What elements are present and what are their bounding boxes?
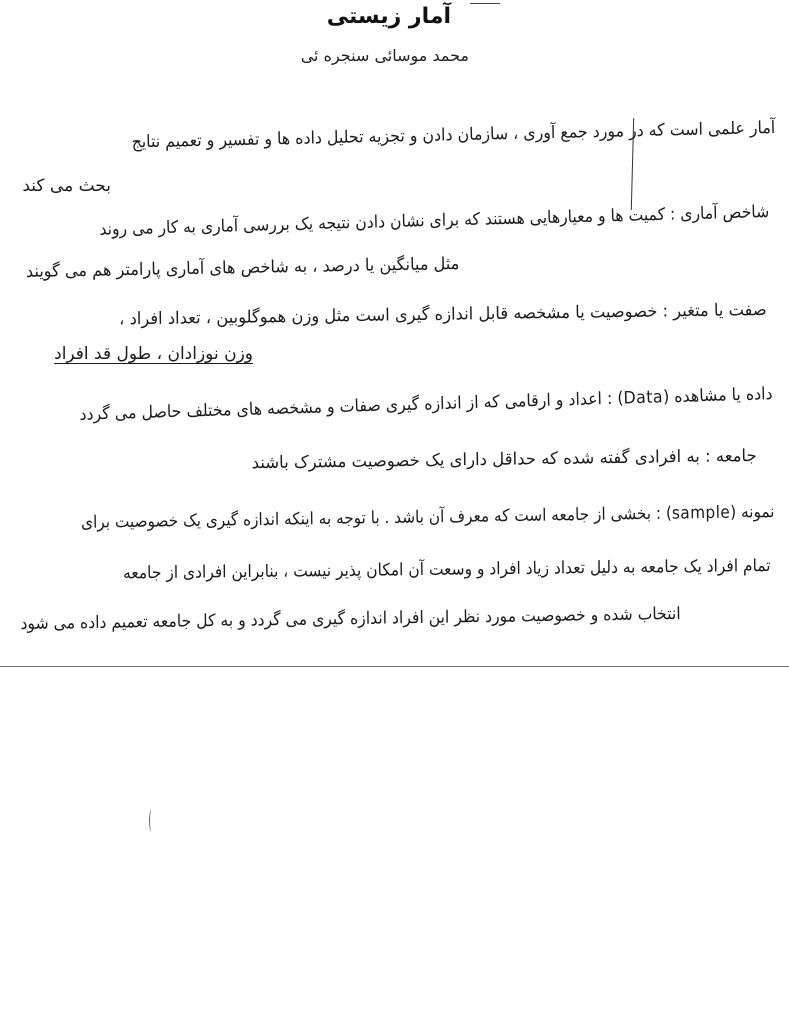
text-line-11: انتخاب شده و خصوصیت مورد نظر این افراد اندازه گیری می گردد و به کل جامعه تعمیم داده می شود: [20, 604, 682, 635]
text-line-6: وزن نوزادان ، طول قد افراد: [54, 344, 253, 364]
text-line-10: تمام افراد یک جامعه به دلیل تعداد زیاد افراد و وسعت آن امکان پذیر نیست ، بنابراین افرادی از جامعه: [123, 556, 772, 584]
stray-mark: [149, 810, 154, 832]
text-line-3: شاخص آماری : کمیت ها و معیارهایی هستند که برای نشان دادن نتیجه یک بررسی آماری به کار می روند: [99, 202, 770, 240]
top-edge-mark: [470, 0, 500, 4]
text-line-7: داده یا مشاهده (Data) : اعداد و ارقامی که از اندازه گیری صفات و مشخصه های مختلف حاصل می گردد: [79, 384, 774, 425]
author-name: محمد موسائی سنجره ئی: [300, 46, 469, 65]
page-title: آمار زیستی: [326, 4, 451, 29]
text-line-4: مثل میانگین یا درصد ، به شاخص های آماری پارامتر هم می گویند: [25, 254, 460, 282]
text-line-5: صفت یا متغیر : خصوصیت یا مشخصه قابل اندازه گیری است مثل وزن هموگلوبین ، تعداد افراد ،: [119, 300, 768, 330]
text-line-8: جامعه : به افرادی گفته شده که حداقل دارای یک خصوصیت مشترک باشند: [251, 446, 758, 474]
text-line-2: بحث می کند: [22, 176, 111, 196]
text-line-9: نمونه (sample) : بخشی از جامعه است که معرف آن باشد . با توجه به اینکه اندازه گیری یک خصوصیت برای: [81, 502, 776, 533]
text-line-1: آمار علمی است که در مورد جمع آوری ، سازمان دادن و تجزیه تحلیل داده ها و تفسیر و تعمیم نتایج: [131, 118, 776, 153]
page-edge-rule: [0, 666, 789, 667]
